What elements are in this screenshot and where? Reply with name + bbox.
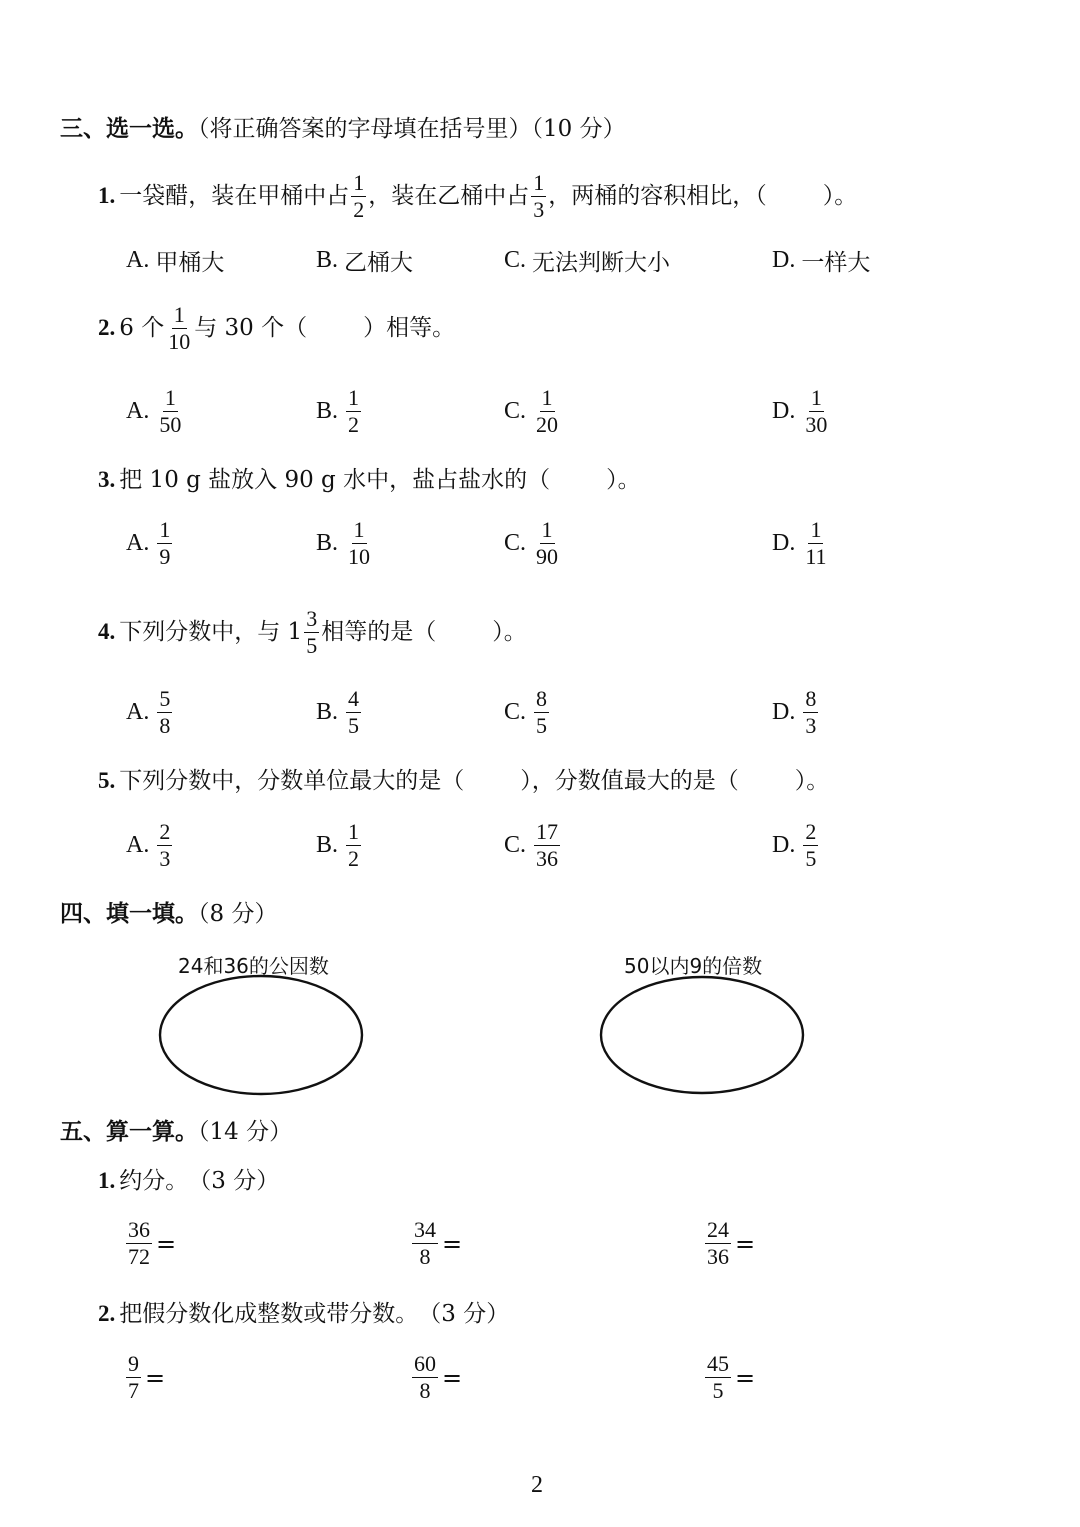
question-5-text-c: ）。 — [794, 768, 830, 794]
page-number: 2 — [531, 1472, 543, 1498]
question-3 — [98, 465, 641, 495]
question-1-number: 1. — [98, 183, 116, 208]
q4-option-d[interactable]: D. $\frac{8}{3}$ — [772, 686, 817, 738]
section5-title: 五、算一算。 — [60, 1119, 198, 1145]
question-3-text-b: ）。 — [606, 467, 641, 493]
reduce-item-1[interactable]: $\frac{36}{72}$ = — [128, 1217, 177, 1269]
q3-option-c[interactable]: C. $\frac{1}{90}$ — [504, 517, 559, 569]
question-4-fraction: $\frac{3}{5}$ — [306, 605, 318, 658]
section4-note: （8 分） — [198, 901, 278, 927]
question-1 — [98, 168, 857, 224]
q5-option-c[interactable]: C. $\frac{17}{36}$ — [504, 819, 559, 871]
q1-option-b[interactable]: B. 乙桶大 — [316, 247, 414, 276]
question-2-fraction: $\frac{1}{10}$ — [168, 301, 191, 354]
question-1-text-a: 一袋醋，装在甲桶中占 — [119, 183, 350, 209]
question-1-text-b: ，装在乙桶中占 — [368, 183, 530, 209]
question-3-number: 3. — [98, 467, 116, 492]
q2-option-c[interactable]: C. $\frac{1}{20}$ — [504, 385, 559, 437]
question-3-text-a: 把 10 g 盐放入 90 g 水中，盐占盐水的（ — [119, 467, 551, 493]
reduce-item-2[interactable]: $\frac{34}{8}$ = — [414, 1217, 463, 1269]
q4-option-c[interactable]: C. $\frac{8}{5}$ — [504, 686, 548, 738]
q1-option-d[interactable]: D. 一样大 — [772, 247, 871, 276]
ellipse-common-factors[interactable] — [150, 970, 380, 1104]
convert-item-1[interactable]: $\frac{9}{7}$ = — [128, 1351, 166, 1403]
q5-option-a[interactable]: A. $\frac{2}{3}$ — [126, 819, 171, 871]
question-4-text-c: ）。 — [492, 619, 527, 645]
question-5-number: 5. — [98, 768, 116, 793]
section5-part-1-header: 1. 约分。 （3 分） — [98, 1168, 280, 1194]
question-2-number: 2. — [98, 315, 116, 340]
convert-item-3[interactable]: $\frac{45}{5}$ = — [707, 1351, 756, 1403]
convert-item-2[interactable]: $\frac{60}{8}$ = — [414, 1351, 463, 1403]
question-4-text-b: 相等的是（ — [321, 619, 437, 645]
section3-note: （将正确答案的字母填在括号里）（10 分） — [198, 116, 626, 142]
question-4 — [98, 604, 527, 660]
question-1-text-c: ，两桶的容积相比，（ — [548, 183, 767, 209]
question-2 — [98, 300, 455, 356]
question-4-number: 4. — [98, 619, 116, 644]
q3-option-a[interactable]: A. $\frac{1}{9}$ — [126, 517, 171, 569]
section3-title: 三、选一选。 — [60, 116, 198, 142]
q3-option-d[interactable]: D. $\frac{1}{11}$ — [772, 517, 827, 569]
section5-header — [60, 1117, 292, 1147]
bubble-label-common-factors: 24和36的公因数 — [178, 954, 329, 978]
q1-option-c[interactable]: C. 无法判断大小 — [504, 247, 671, 276]
q2-option-d[interactable]: D. $\frac{1}{30}$ — [772, 385, 828, 437]
question-5-text-b: ），分数值最大的是（ — [520, 768, 739, 794]
q5-option-d[interactable]: D. $\frac{2}{5}$ — [772, 819, 817, 871]
q4-option-b[interactable]: B. $\frac{4}{5}$ — [316, 686, 360, 738]
question-1-text-d: ）。 — [822, 183, 858, 209]
ellipse-multiples-of-9[interactable] — [592, 970, 822, 1104]
section4-header — [60, 899, 277, 929]
section3-header — [60, 114, 626, 144]
q4-option-a[interactable]: A. $\frac{5}{8}$ — [126, 686, 171, 738]
question-2-text-a: 6 个 — [119, 315, 165, 341]
question-1-fraction-a: $\frac{1}{2}$ — [353, 169, 365, 222]
question-2-text-b: 与 30 个（ — [194, 315, 308, 341]
question-5-text-a: 下列分数中，分数单位最大的是（ — [119, 768, 465, 794]
q3-option-b[interactable]: B. $\frac{1}{10}$ — [316, 517, 371, 569]
q1-option-a[interactable]: A. 甲桶大 — [126, 247, 225, 276]
q5-option-b[interactable]: B. $\frac{1}{2}$ — [316, 819, 360, 871]
q2-option-b[interactable]: B. $\frac{1}{2}$ — [316, 385, 360, 437]
question-2-text-c: ）相等。 — [363, 315, 456, 341]
q2-option-a[interactable]: A. $\frac{1}{50}$ — [126, 385, 182, 437]
reduce-item-3[interactable]: $\frac{24}{36}$ = — [707, 1217, 756, 1269]
question-1-fraction-b: $\frac{1}{3}$ — [533, 169, 545, 222]
section5-note: （14 分） — [198, 1119, 293, 1145]
question-4-text-a: 下列分数中，与 1 — [119, 619, 303, 645]
bubble-label-multiples-of-9: 50以内9的倍数 — [624, 954, 763, 978]
section5-part-2-header: 2. 把假分数化成整数或带分数。 （3 分） — [98, 1301, 510, 1327]
section4-title: 四、填一填。 — [60, 901, 198, 927]
question-5 — [98, 766, 829, 796]
